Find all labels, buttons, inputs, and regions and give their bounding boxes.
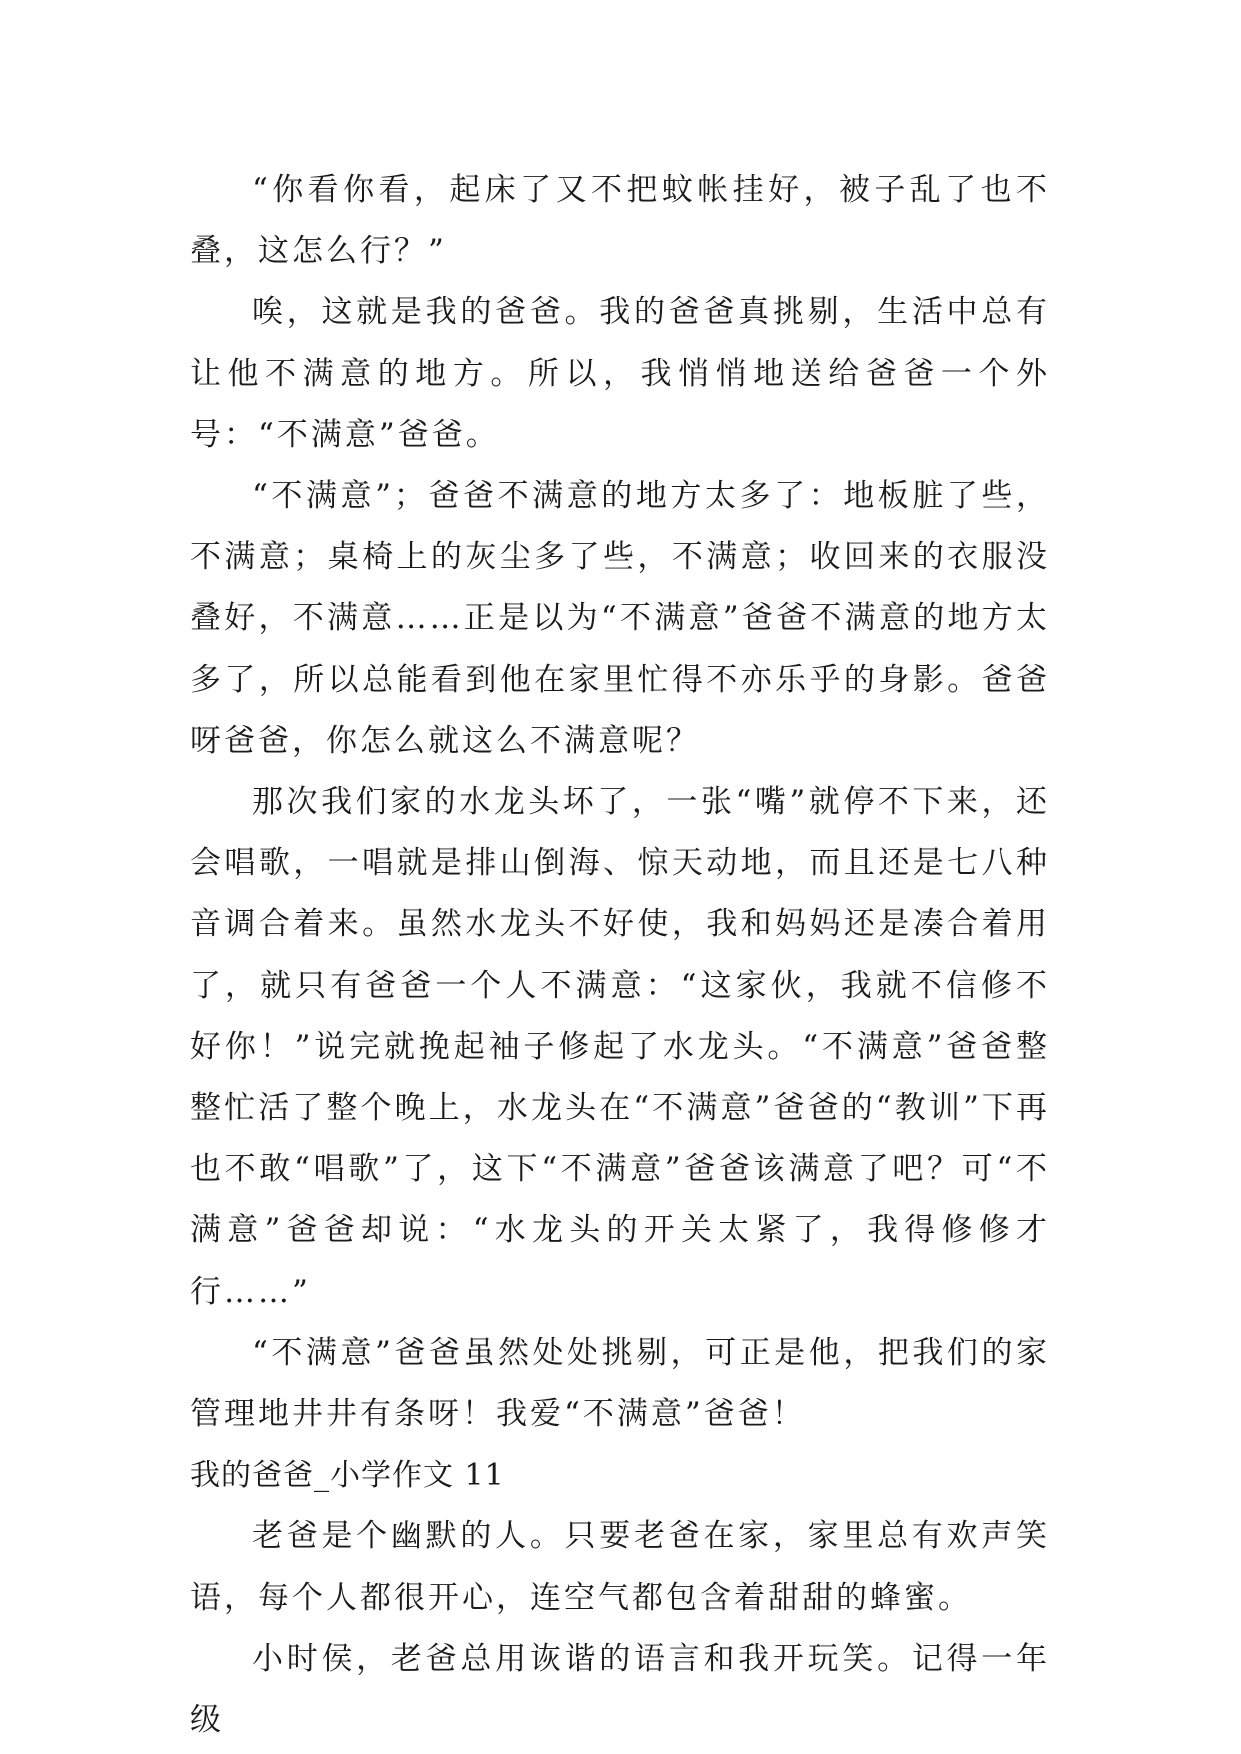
paragraph-dissatisfactions: “不满意”；爸爸不满意的地方太多了：地板脏了些，不满意；桌椅上的灰尘多了些，不满意；收回来的衣服没叠好，不满意……正是以为“不满意”爸爸不满意的地方太多了，所以总能看到他在家里忙得不亦乐乎的身影。爸爸呀爸爸，你怎么就这么不满意呢？ [190,478,1050,759]
paragraph-childhood: 小时侯，老爸总用诙谐的语言和我开玩笑。记得一年级 [190,1640,1050,1739]
paragraph-nickname: 唉，这就是我的爸爸。我的爸爸真挑剔，生活中总有让他不满意的地方。所以，我悄悄地送给爸爸一个外号：“不满意”爸爸。 [190,294,1050,453]
document-page [190,160,1050,1751]
paragraph-conclusion: “不满意”爸爸虽然处处挑剔，可正是他，把我们的家管理地井井有条呀！我爱“不满意”爸爸！ [190,1334,1050,1433]
paragraph-faucet-story: 那次我们家的水龙头坏了，一张“嘴”就停不下来，还会唱歌，一唱就是排山倒海、惊天动地，而且还是七八种音调合着来。虽然水龙头不好使，我和妈妈还是凑合着用了，就只有爸爸一个人不满意：“这家伙，我就不信修不好你！”说完就挽起袖子修起了水龙头。“不满意”爸爸整整忙活了整个晚上，水龙头在“不满意”爸爸的“教训”下再也不敢“唱歌”了，这下“不满意”爸爸该满意了吧？可“不满意”爸爸却说：“水龙头的开关太紧了，我得修修才行……” [190,784,1050,1310]
section-title: 我的爸爸_小学作文 11 [190,1458,505,1494]
paragraph-humorous-dad: 老爸是个幽默的人。只要老爸在家，家里总有欢声笑语，每个人都很开心，连空气都包含着甜甜的蜂蜜。 [190,1518,1050,1616]
paragraph-complaint-quote: “你看你看，起床了又不把蚊帐挂好，被子乱了也不叠，这怎么行？” [190,172,1050,270]
